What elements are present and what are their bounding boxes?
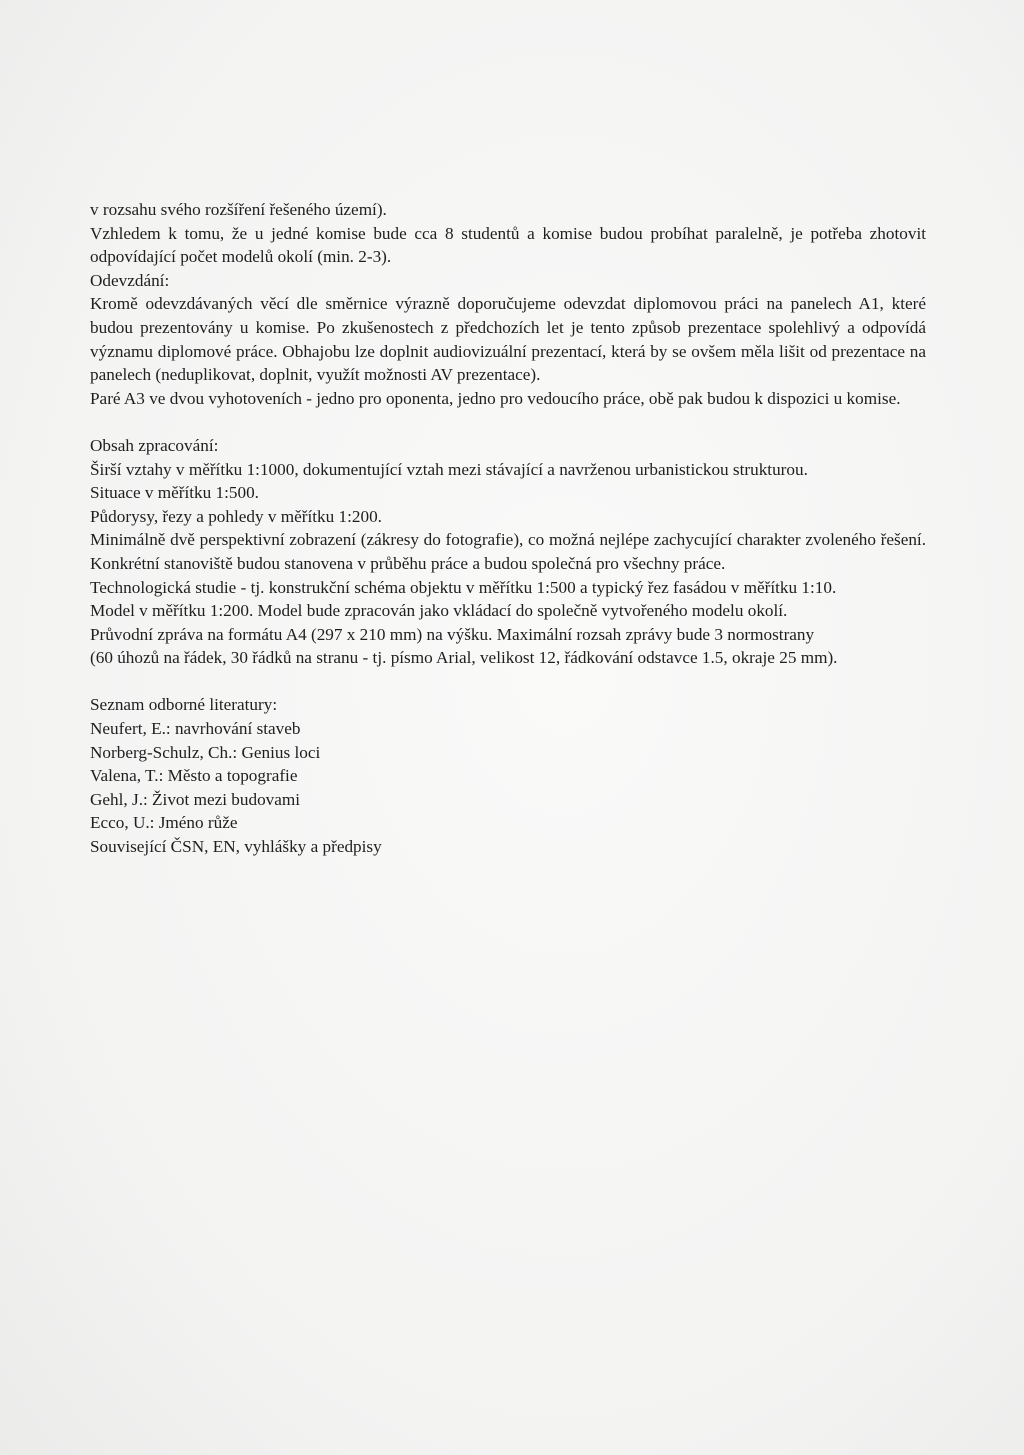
odevzdani-heading: Odevzdání: <box>90 270 170 290</box>
literatura-heading: Seznam odborné literatury: <box>90 695 278 715</box>
obsah-item: Půdorysy, řezy a pohledy v měřítku 1:200. <box>90 506 382 526</box>
intro-line: v rozsahu svého rozšíření řešeného území). <box>90 200 387 219</box>
obsah-item: (60 úhozů na řádek, 30 řádků na stranu - tj. písmo Arial, velikost 12, řádkování odstavce 1.5, okraje 25 mm). <box>90 648 838 668</box>
pare-paragraph: Paré A3 ve dvou vyhotoveních - jedno pro oponenta, jedno pro vedoucího práce, obě pak budou k dispozici u komise. <box>90 388 901 408</box>
models-note: Vzhledem k tomu, že u jedné komise bude cca 8 studentů a komise budou probíhat paralelně, je potřeba zhotovit odpovídající počet modelů okolí (min. 2-3). <box>90 223 926 267</box>
obsah-item: Širší vztahy v měřítku 1:1000, dokumentující vztah mezi stávající a navrženou urbanistickou strukturou. <box>90 459 808 479</box>
obsah-item: Situace v měřítku 1:500. <box>90 483 259 503</box>
literatura-item: Valena, T.: Město a topografie <box>90 766 298 786</box>
obsah-item: Model v měřítku 1:200. Model bude zpracován jako vkládací do společně vytvořeného modelu okolí. <box>90 601 788 621</box>
document-text <box>90 198 926 859</box>
obsah-item: Minimálně dvě perspektivní zobrazení (zákresy do fotografie), co možná nejlépe zachycující charakter zvoleného řešení. Konkrétní stanoviště budou stanovena v průběhu práce a budou společná pro všechny práce. <box>90 530 926 573</box>
literatura-item: Neufert, E.: navrhování staveb <box>90 719 301 739</box>
obsah-heading: Obsah zpracování: <box>90 435 219 455</box>
literatura-item: Gehl, J.: Život mezi budovami <box>90 789 301 809</box>
spacer <box>90 410 926 434</box>
spacer <box>90 670 926 694</box>
odevzdani-paragraph: Kromě odevzdávaných věcí dle směrnice výrazně doporučujeme odevzdat diplomovou práci na panelech A1, které budou prezentovány u komise. Po zkušenostech z předchozích let je tento způsob prezentace spolehlivý a odpovídá významu diplomové práce. Obhajobu lze doplnit audiovizuální prezentací, která by se ovšem měla lišit od prezentace na panelech (neduplikovat, doplnit, využít možnosti AV prezentace). <box>90 294 926 385</box>
literatura-item: Ecco, U.: Jméno růže <box>90 813 238 833</box>
obsah-item: Průvodní zpráva na formátu A4 (297 x 210 mm) na výšku. Maximální rozsah zprávy bude 3 normostrany <box>90 624 815 644</box>
obsah-item: Technologická studie - tj. konstrukční schéma objektu v měřítku 1:500 a typický řez fasádou v měřítku 1:10. <box>90 577 837 597</box>
literatura-item: Norberg-Schulz, Ch.: Genius loci <box>90 742 321 762</box>
literatura-item: Související ČSN, EN, vyhlášky a předpisy <box>90 837 382 857</box>
literatura-list <box>90 717 926 859</box>
